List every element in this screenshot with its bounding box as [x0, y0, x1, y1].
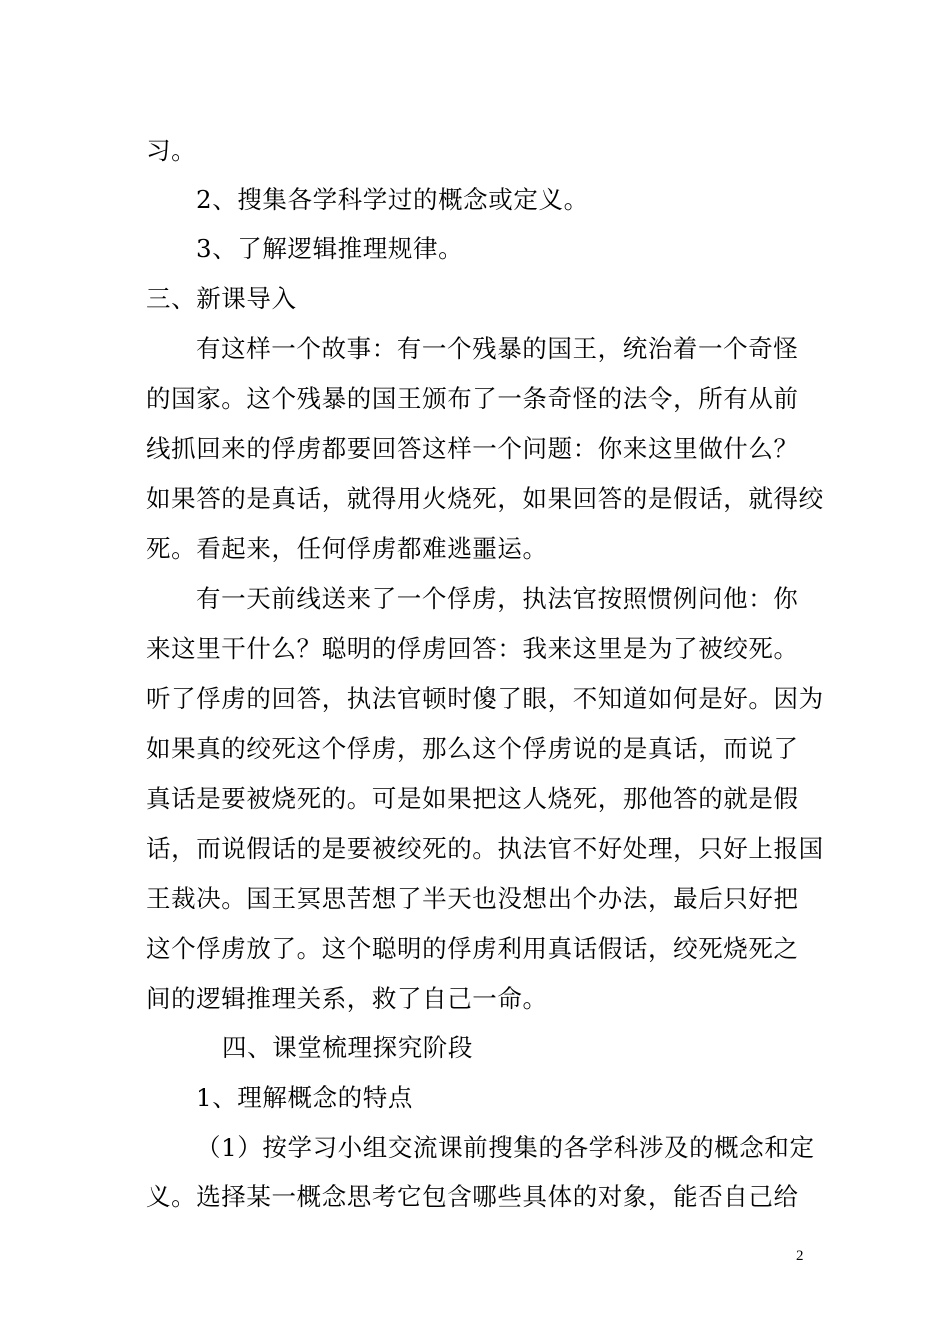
paragraph-line: 有这样一个故事：有一个残暴的国王，统治着一个奇怪 [196, 334, 799, 363]
page-number: 2 [796, 1248, 804, 1264]
paragraph-line: 的国家。这个残暴的国王颁布了一条奇怪的法令，所有从前 [146, 384, 799, 413]
paragraph-line: 王裁决。国王冥思苦想了半天也没想出个办法，最后只好把 [146, 884, 799, 913]
list-item: 2、搜集各学科学过的概念或定义。 [196, 185, 589, 214]
paragraph-line: 有一天前线送来了一个俘虏，执法官按照惯例问他：你 [196, 584, 799, 613]
subsection-heading: 1、理解概念的特点 [196, 1083, 413, 1112]
paragraph-line: 听了俘虏的回答，执法官顿时傻了眼，不知道如何是好。因为 [146, 684, 824, 713]
section-heading: 三、新课导入 [146, 284, 297, 313]
section-heading: 四、课堂梳理探究阶段 [222, 1033, 473, 1062]
paragraph-line: 死。看起来，任何俘虏都难逃噩运。 [146, 534, 548, 563]
paragraph-line: 如果真的绞死这个俘虏，那么这个俘虏说的是真话，而说了 [146, 734, 799, 763]
paragraph-line: 话，而说假话的是要被绞死的。执法官不好处理，只好上报国 [146, 834, 824, 863]
text-line: 习。 [146, 136, 197, 165]
paragraph-line: 间的逻辑推理关系，救了自己一命。 [146, 984, 548, 1013]
paragraph-line: （1）按学习小组交流课前搜集的各学科涉及的概念和定 [196, 1133, 815, 1162]
paragraph-line: 来这里干什么？聪明的俘虏回答：我来这里是为了被绞死。 [146, 634, 799, 663]
paragraph-line: 这个俘虏放了。这个聪明的俘虏利用真话假话，绞死烧死之 [146, 934, 799, 963]
paragraph-line: 真话是要被烧死的。可是如果把这人烧死，那他答的就是假 [146, 784, 799, 813]
paragraph-line: 义。选择某一概念思考它包含哪些具体的对象，能否自己给 [146, 1182, 799, 1211]
paragraph-line: 线抓回来的俘虏都要回答这样一个问题：你来这里做什么？ [146, 434, 799, 463]
paragraph-line: 如果答的是真话，就得用火烧死，如果回答的是假话，就得绞 [146, 484, 824, 513]
list-item: 3、了解逻辑推理规律。 [196, 234, 464, 263]
